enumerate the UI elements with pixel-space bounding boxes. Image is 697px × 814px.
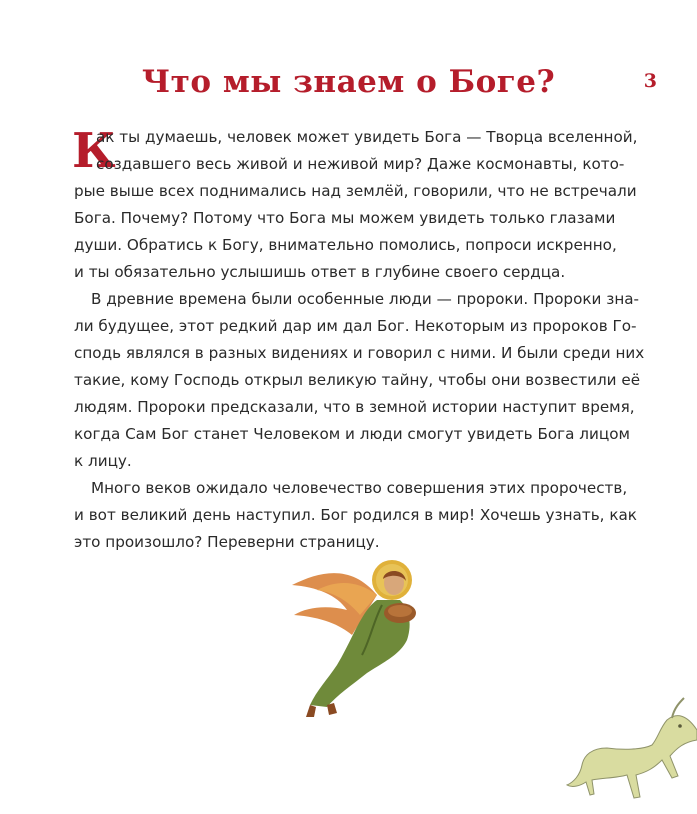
paragraph-3-line: и вот великий день наступил. Бог родился в мир! Хочешь узнать, как <box>74 506 637 524</box>
page-title: Что мы знаем о Боге? <box>141 64 556 100</box>
paragraph-2-line: ли будущее, этот редкий дар им дал Бог. Некоторым из пророков Го- <box>74 317 637 335</box>
body-text <box>74 124 645 556</box>
page-number: 3 <box>643 70 657 92</box>
paragraph-2-line: такие, кому Господь открыл великую тайну, чтобы они возвестили её <box>74 371 641 389</box>
paragraph-1-line: и ты обязательно услышишь ответ в глубине своего сердца. <box>74 263 566 281</box>
paragraph-2-line: когда Сам Бог станет Человеком и люди смогут увидеть Бога лицом <box>74 425 630 443</box>
horse-figure-icon <box>562 690 697 814</box>
paragraph-1-line: ак ты думаешь, человек может увидеть Бога — Творца вселенной, <box>96 128 638 146</box>
paragraph-3-line: это произошло? Переверни страницу. <box>74 533 380 551</box>
paragraph-2-line: сподь являлся в разных видениях и говорил с ними. И были среди них <box>74 344 645 362</box>
paragraph-2-line: В древние времена были особенные люди — пророки. Пророки зна- <box>91 290 640 308</box>
paragraph-1-line: Бога. Почему? Потому что Бога мы можем увидеть только глазами <box>74 209 616 227</box>
paragraph-2-line: к лицу. <box>74 452 132 470</box>
paragraph-1-line: рые выше всех поднимались над землёй, говорили, что не встречали <box>74 182 637 200</box>
paragraph-2-line: людям. Пророки предсказали, что в земной истории наступит время, <box>74 398 635 416</box>
drop-cap: К <box>72 123 116 179</box>
paragraph-3-line: Много веков ожидало человечество совершения этих пророчеств, <box>91 479 628 497</box>
paragraph-1-line: создавшего весь живой и неживой мир? Даже космонавты, кото- <box>96 155 625 173</box>
kneeling-angel-icon <box>282 555 452 720</box>
paragraph-1-line: души. Обратись к Богу, внимательно помолись, попроси искренно, <box>74 236 617 254</box>
